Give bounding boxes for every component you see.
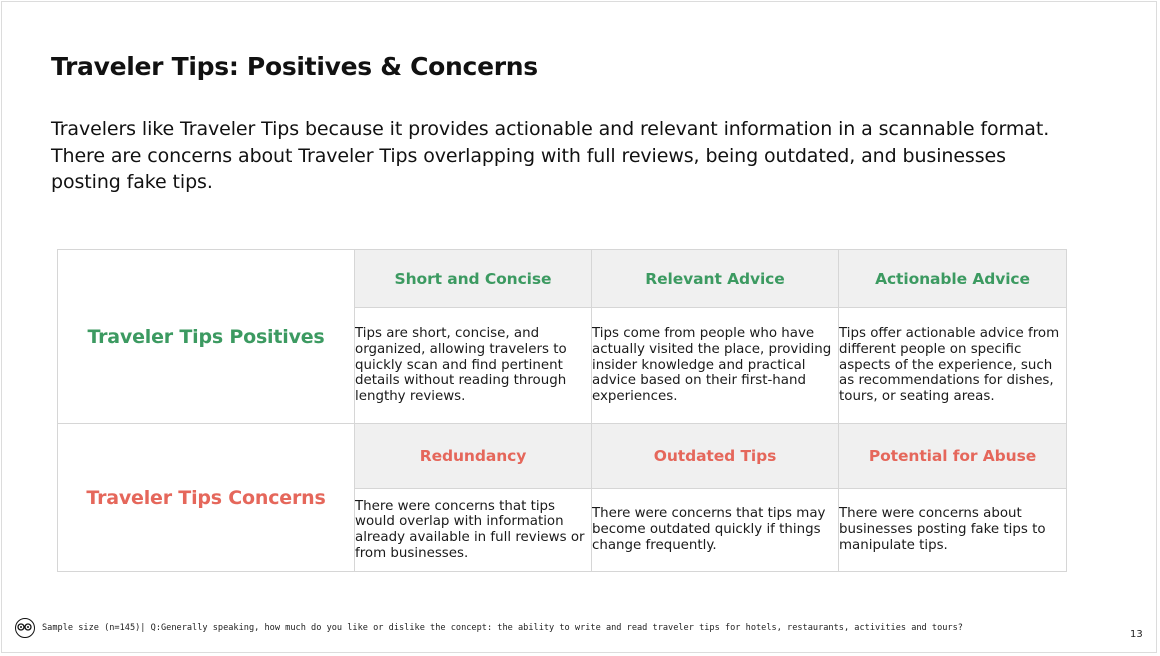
positive-heading-short-concise: Short and Concise (355, 250, 592, 308)
concern-text: There were concerns about businesses posting fake tips to manipulate tips. (839, 506, 1046, 553)
concern-body-redundancy (355, 489, 592, 572)
summary-line: posting fake tips. (51, 171, 213, 193)
tips-table (57, 249, 1067, 572)
positives-label: Traveler Tips Positives (58, 250, 355, 424)
slide-title: Traveler Tips: Positives & Concerns (51, 52, 538, 81)
concern-text: There were concerns that tips would overlap with information already available in full reviews or from businesses. (355, 498, 585, 561)
positive-text: Tips are short, concise, and organized, allowing travelers to quickly scan and find pertinent details without reading through lengthy reviews. (355, 326, 567, 405)
concern-body-outdated-tips (592, 489, 839, 572)
positive-heading-relevant-advice: Relevant Advice (592, 250, 839, 308)
page-number: 13 (1130, 629, 1143, 640)
positive-text: Tips come from people who have actually visited the place, providing insider knowledge and practical advice based on their first-hand experiences. (592, 326, 832, 405)
concern-body-potential-abuse (839, 489, 1067, 572)
concern-heading-redundancy: Redundancy (355, 424, 592, 489)
owl-logo-icon (15, 618, 35, 638)
concern-heading-outdated-tips: Outdated Tips (592, 424, 839, 489)
positive-text: Tips offer actionable advice from different people on specific aspects of the experience, such as recommendations for dishes, tours, or seating areas. (839, 326, 1060, 405)
positive-heading-actionable-advice: Actionable Advice (839, 250, 1067, 308)
summary-line: Travelers like Traveler Tips because it provides actionable and relevant information in a scannable format. (51, 118, 1050, 140)
positive-body-relevant-advice (592, 308, 839, 424)
footnote: Sample size (n=145)| Q:Generally speaking, how much do you like or dislike the concept: the ability to write and read traveler tips for hotels, restaurants, activities and tours? (42, 623, 963, 633)
concern-heading-potential-abuse: Potential for Abuse (839, 424, 1067, 489)
summary-text (51, 116, 1091, 196)
concern-text: There were concerns that tips may become outdated quickly if things change frequently. (592, 506, 826, 553)
positive-body-short-concise (355, 308, 592, 424)
concerns-label: Traveler Tips Concerns (58, 424, 355, 572)
summary-line: There are concerns about Traveler Tips overlapping with full reviews, being outdated, and businesses (51, 144, 1006, 167)
positive-body-actionable-advice (839, 308, 1067, 424)
